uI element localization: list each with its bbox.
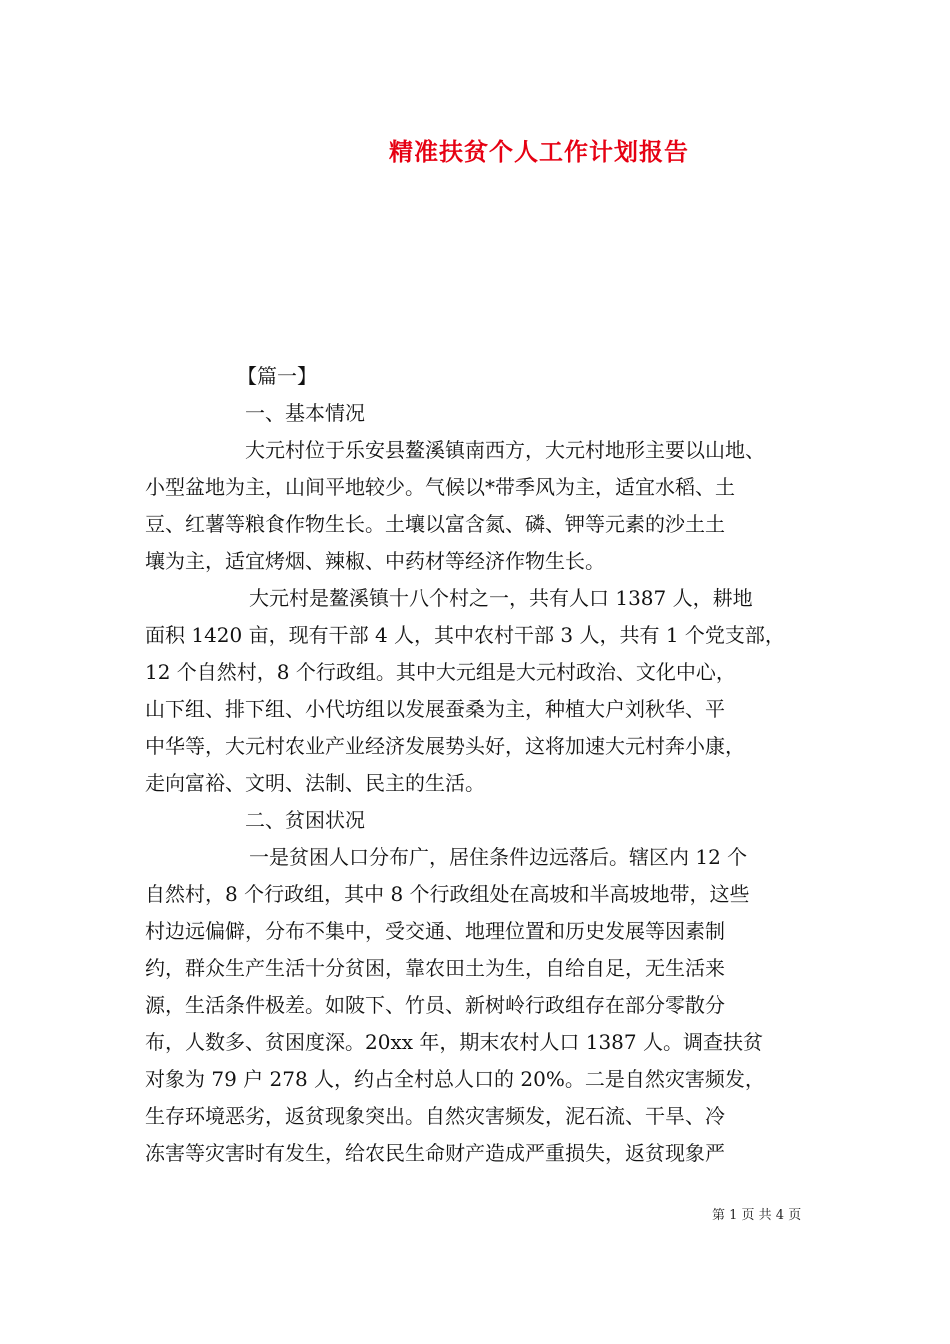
text-line: 壤为主，适宜烤烟、辣椒、中药材等经济作物生长。: [145, 549, 605, 573]
text-line: 约，群众生产生活十分贫困，靠农田土为生，自给自足，无生活来: [145, 956, 725, 980]
paragraph-poverty-status: [145, 839, 810, 1172]
text-line: 走向富裕、文明、法制、民主的生活。: [145, 771, 485, 795]
text-line: 12 个自然村，8 个行政组。其中大元组是大元村政治、文化中心，: [145, 660, 736, 684]
text-line: 面积 1420 亩，现有干部 4 人，其中农村干部 3 人，共有 1 个党支部，: [145, 623, 785, 647]
document-title: 精准扶贫个人工作计划报告: [389, 137, 689, 166]
text-line: 生存环境恶劣，返贫现象突出。自然灾害频发，泥石流、干旱、冷: [145, 1104, 725, 1128]
text-line: 村边远偏僻，分布不集中，受交通、地理位置和历史发展等因素制: [145, 919, 725, 943]
paragraph-village-overview: [145, 580, 810, 802]
heading-poverty-status: 二、贫困状况: [245, 808, 365, 832]
heading-basic-situation: 一、基本情况: [245, 401, 365, 425]
text-line: 一是贫困人口分布广，居住条件边远落后。辖区内 12 个: [249, 845, 748, 869]
text-line: 小型盆地为主，山间平地较少。气候以*带季风为主，适宜水稻、土: [145, 475, 735, 499]
paragraph-basic-situation: [145, 432, 810, 580]
text-line: 布，人数多、贫困度深。20xx 年，期末农村人口 1387 人。调查扶贫: [145, 1030, 763, 1054]
text-line: 自然村，8 个行政组，其中 8 个行政组处在高坡和半高坡地带，这些: [145, 882, 750, 906]
text-line: 豆、红薯等粮食作物生长。土壤以富含氮、磷、钾等元素的沙土土: [145, 512, 725, 536]
text-line: 山下组、排下组、小代坊组以发展蚕桑为主，种植大户刘秋华、平: [145, 697, 725, 721]
page-number-footer: 第 1 页 共 4 页: [712, 1208, 802, 1223]
section-tag: 【篇一】: [237, 364, 317, 388]
text-line: 源，生活条件极差。如陂下、竹员、新树岭行政组存在部分零散分: [145, 993, 725, 1017]
text-line: 大元村是鳌溪镇十八个村之一，共有人口 1387 人，耕地: [249, 586, 753, 610]
text-line: 大元村位于乐安县鳌溪镇南西方，大元村地形主要以山地、: [245, 438, 765, 462]
text-line: 对象为 79 户 278 人，约占全村总人口的 20%。二是自然灾害频发，: [145, 1067, 765, 1091]
text-line: 冻害等灾害时有发生，给农民生命财产造成严重损失，返贫现象严: [145, 1141, 725, 1165]
document-body: [145, 358, 810, 1172]
text-line: 中华等，大元村农业产业经济发展势头好，这将加速大元村奔小康，: [145, 734, 745, 758]
